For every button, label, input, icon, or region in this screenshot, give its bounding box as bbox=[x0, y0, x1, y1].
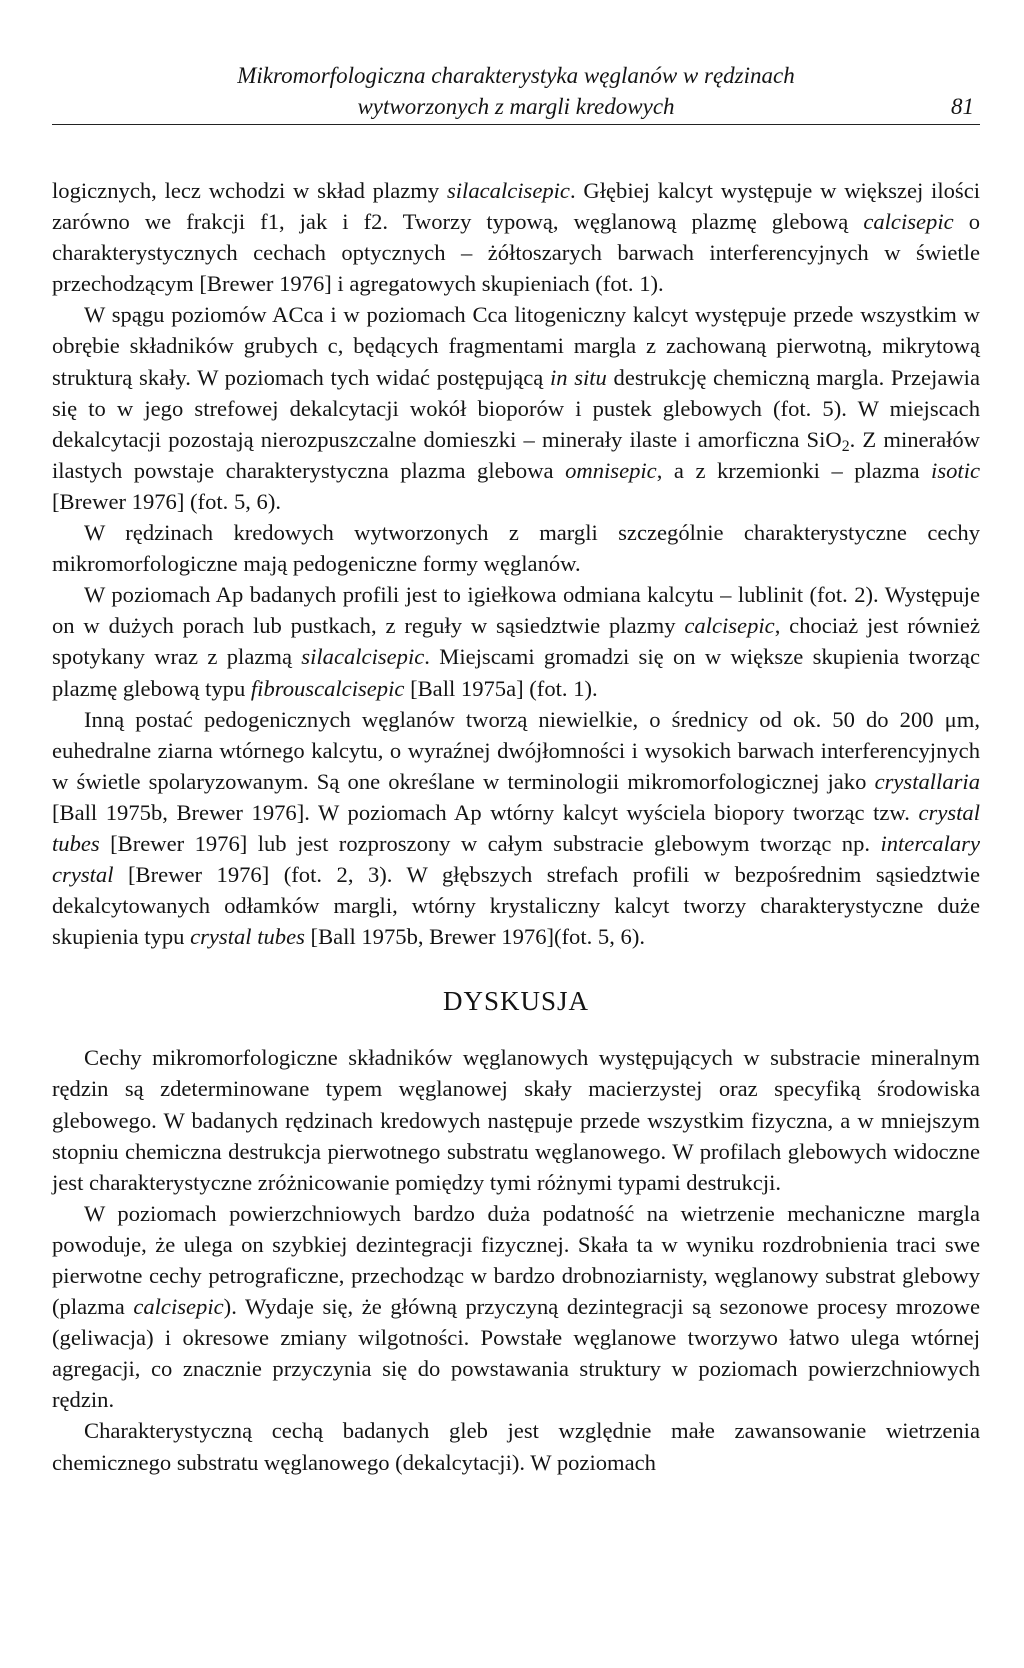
paragraph bbox=[52, 1415, 980, 1477]
text-run: [Ball 1975b, Brewer 1976](fot. 5, 6). bbox=[304, 924, 645, 950]
running-title-line-2: wytworzonych z margli kredowych bbox=[357, 94, 675, 119]
italic-term: calcisepic bbox=[133, 1294, 224, 1320]
text-run: Inną postać pedogenicznych węglanów tworzą niewielkie, o średnicy od ok. 50 do 200 μm, euhedralne ziarna wtórnego kalcytu, o wyraźnej dwójłomności i wysokich barwach interferencyjnych w świetle spolaryzowanym. Są one określane w terminologii mikromorfologicznej jako bbox=[52, 706, 980, 794]
page bbox=[52, 60, 980, 1478]
paragraph bbox=[52, 704, 980, 953]
paragraph bbox=[52, 517, 980, 579]
text-run: ). Wydaje się, że główną przyczyną dezintegracji są sezonowe procesy mrozowe (geliwacja) i okresowe zmiany wilgotności. Powstałe węglanowe tworzywo łatwo ulega wtórnej agregacji, co znacznie przyczynia się do powstawania struktury w poziomach powierzchniowych rędzin. bbox=[52, 1294, 981, 1413]
running-header bbox=[52, 60, 980, 125]
paragraph bbox=[52, 299, 980, 517]
text-run: . Głębiej kalcyt występuje w większej ilości zarówno we frakcji f1, jak i f2. Tworzy typową, węglanową plazmę glebową bbox=[52, 178, 981, 235]
section-heading: DYSKUSJA bbox=[442, 986, 590, 1017]
italic-term: intercalary crystal bbox=[52, 830, 980, 888]
text-run: . Z minerałów ilastych powstaje charakterystyczna plazma glebowa bbox=[52, 426, 980, 483]
italic-term: omnisepic bbox=[565, 457, 657, 483]
text-run: destrukcję chemiczną margla. Przejawia się to w jego strefowej dekalcytacji wokół bioporów i pustek glebowych (fot. 5). W miejscach dekalcytacji pozostają nierozpuszczalne domieszki – minerały ilaste i amorficzna SiO bbox=[52, 364, 980, 452]
italic-term: in situ bbox=[549, 364, 607, 390]
text-run: Charakterystyczną cechą badanych gleb jest względnie małe zawansowanie wietrzenia chemicznego substratu węglanowego (dekalcytacji). W poziomach bbox=[52, 1418, 980, 1475]
text-run: . Miejscami gromadzi się on w większe skupienia tworząc plazmę glebową typu bbox=[52, 644, 980, 701]
text-run: [Brewer 1976] lub jest rozproszony w całym substracie glebowym tworząc np. bbox=[99, 830, 881, 856]
paragraphs-before-heading bbox=[52, 175, 980, 952]
italic-term: silacalcisepic bbox=[446, 178, 570, 203]
italic-term: crystal tubes bbox=[52, 799, 980, 856]
paragraph bbox=[52, 579, 980, 703]
text-run: [Ball 1975b, Brewer 1976]. W poziomach Ap wtórny kalcyt wyściela biopory tworząc tzw. bbox=[52, 799, 919, 825]
text-run: , chociaż jest również spotykany wraz z plazmą bbox=[52, 613, 980, 670]
text-run: o charakterystycznych cechach optycznych – żółtoszarych barwach interferencyjnych w świetle przechodzącym [Brewer 1976] i agregatowych skupieniach (fot. 1). bbox=[52, 209, 980, 297]
text-run: W poziomach Ap badanych profili jest to igiełkowa odmiana kalcytu – lublinit (fot. 2). Występuje on w dużych porach lub pustkach, z reguły w sąsiedztwie plazmy bbox=[52, 582, 980, 639]
body-text bbox=[52, 175, 980, 1478]
text-run: logicznych, lecz wchodzi w skład plazmy bbox=[52, 178, 447, 203]
subscript: 2 bbox=[841, 437, 850, 455]
italic-term: isotic bbox=[931, 457, 980, 483]
text-run: [Brewer 1976] (fot. 5, 6). bbox=[52, 488, 282, 514]
italic-term: crystallaria bbox=[874, 768, 980, 794]
text-run: [Ball 1975a] (fot. 1). bbox=[404, 675, 598, 701]
running-title-line-1: Mikromorfologiczna charakterystyka węglanów w rędzinach bbox=[237, 63, 795, 88]
text-run: Cechy mikromorfologiczne składników węglanowych występujących w substracie mineralnym rędzin są zdeterminowane typem węglanowej skały macierzystej oraz specyfiką środowiska glebowego. W badanych rędzinach kredowych następuje przede wszystkim fizyczna, a w mniejszym stopniu chemiczna destrukcja pierwotnego substratu węglanowego. W profilach glebowych widoczne jest charakterystyczne zróżnicowanie pomiędzy tymi różnymi typami destrukcji. bbox=[52, 1045, 980, 1195]
text-run: W poziomach powierzchniowych bardzo duża podatność na wietrzenie mechaniczne margla powoduje, że ulega on szybkiej dezintegracji fizycznej. Skała ta w wyniku rozdrobnienia traci swe pierwotne cechy petrograficzne, przechodząc w bardzo drobnoziarnisty, węglanowy substrat glebowy (plazma bbox=[52, 1200, 980, 1320]
italic-term: calcisepic bbox=[863, 209, 954, 235]
paragraphs-after-heading bbox=[52, 1042, 980, 1477]
text-run: [Brewer 1976] (fot. 2, 3). W głębszych strefach profili w bezpośrednim sąsiedztwie dekalcytowanych odłamków margli, wtórny krystaliczny kalcyt tworzy charakterystyczne duże skupienia typu bbox=[52, 862, 980, 950]
text-run: W spągu poziomów ACca i w poziomach Cca litogeniczny kalcyt występuje przede wszystkim w obrębie składników grubych c, będących fragmentami margla z zachowaną pierwotną, mikrytową strukturą skały. W poziomach tych widać postępującą bbox=[52, 302, 980, 390]
italic-term: fibrouscalcisepic bbox=[250, 675, 405, 701]
paragraph bbox=[52, 1198, 980, 1416]
paragraph bbox=[52, 1042, 980, 1197]
text-run: , a z krzemionki – plazma bbox=[656, 457, 932, 483]
text-run: W rędzinach kredowych wytworzonych z margli szczególnie charakterystyczne cechy mikromorfologiczne mają pedogeniczne formy węglanów. bbox=[52, 520, 980, 577]
paragraph bbox=[52, 175, 980, 299]
page-number: 81 bbox=[951, 94, 974, 119]
italic-term: crystal tubes bbox=[190, 924, 305, 950]
italic-term: silacalcisepic bbox=[301, 644, 425, 670]
italic-term: calcisepic bbox=[684, 613, 775, 639]
